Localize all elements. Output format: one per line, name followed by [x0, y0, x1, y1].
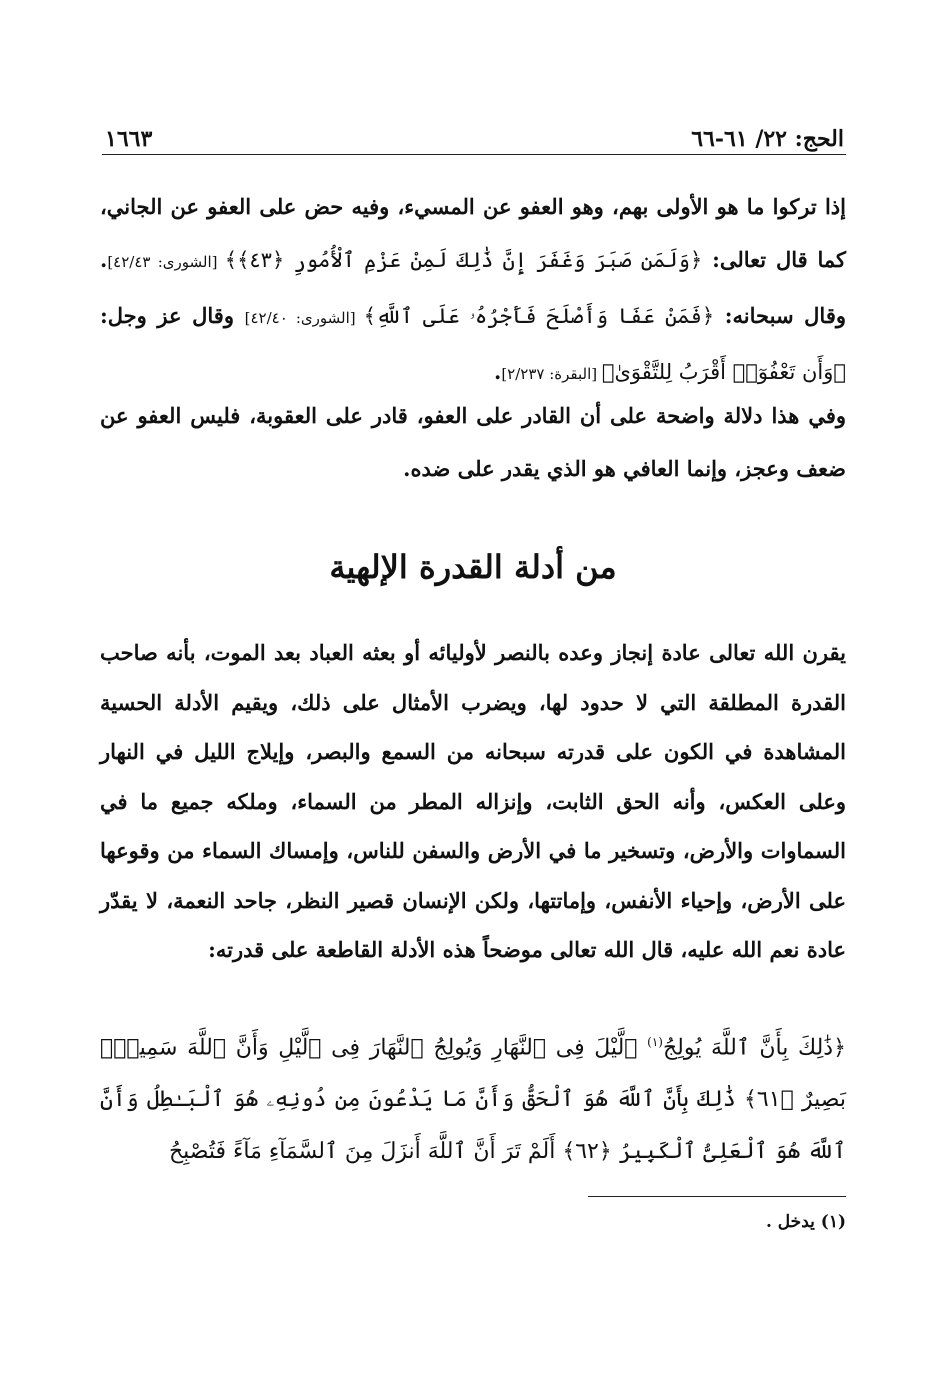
header-divider: [102, 154, 846, 155]
paragraph-forgiveness: [100, 180, 846, 401]
footnote-marker: (١): [647, 1035, 663, 1049]
text-segment: . وقال سبحانه:: [100, 247, 846, 328]
footnote-divider: [588, 1196, 846, 1197]
quran-text: ٱلَّيْلَ فِى ٱلنَّهَارِ وَيُولِجُ ٱلنَّهَارَ فِى ٱلَّيْلِ وَأَنَّ ٱللَّهَ سَمِيعٌۢ بَصِيرٌ ﴿٦١﴾ ذَٰلِكَ بِأَنَّ ٱللَّهَ هُوَ ٱلْحَقُّ وَأَنَّ مَا يَدْعُونَ مِن دُونِهِۦ هُوَ ٱلْبَـٰطِلُ وَأَنَّ ٱللَّهَ هُوَ ٱلْعَلِىُّ ٱلْكَبِيرُ ﴿٦٢﴾ أَلَمْ تَرَ أَنَّ ٱللَّهَ أَنزَلَ مِنَ ٱلسَّمَآءِ مَآءً فَتُصْبِحُ: [100, 1035, 846, 1165]
text-segment: وقال عز وجل:: [100, 303, 245, 328]
quran-verse: ﴿وَأَن تَعْفُوٓا۟ أَقْرَبُ لِلتَّقْوَىٰ﴾: [601, 360, 846, 384]
verse-reference: [الشورى: ٤٢/٤٠]: [244, 309, 364, 327]
quran-verse: ﴿فَمَنْ عَفَا وَأَصْلَحَ فَأَجْرُهُۥ عَلَى ٱللَّهِ﴾: [363, 304, 715, 328]
verse-reference: [الشورى: ٤٢/٤٣]: [107, 253, 225, 271]
quran-text: ﴿ذَٰلِكَ بِأَنَّ ٱللَّهَ يُولِجُ: [662, 1035, 846, 1061]
page-number: ١٦٦٣: [105, 126, 153, 152]
surah-reference: الحج: ٢٢/ ٦١-٦٦: [691, 126, 844, 152]
page-header: [105, 112, 844, 152]
paragraph-divine-power: يقرن الله تعالى عادة إنجاز وعده بالنصر لأوليائه أو بعثه العباد بعد الموت، بأنه صاحب القدرة المطلقة التي لا حدود لها، ويضرب الأمثال على ذلك، ويقيم الأدلة الحسية المشاهدة في الكون على قدرته سبحانه من السمع والبصر، وإيلاج الليل في النهار وعلى العكس، وأنه الحق الثابت، وإنزاله المطر من السماء، وملكه جميع ما في السماوات والأرض، وتسخير ما في الأرض والسفن للناس، وإمساك السماء من وقوعها على الأرض، وإحياء الأنفس، وإماتتها، ولكن الإنسان قصير النظر، جاحد النعمة، لا يقدّر عادة نعم الله عليه، قال الله تعالى موضحاً هذه الأدلة القاطعة على قدرته:: [100, 640, 846, 962]
text-segment: إذا تركوا ما هو الأولى بهم، وهو العفو عن المسيء، وفيه حض على العفو عن الجاني، كما قال تعالى:: [100, 194, 847, 272]
quran-passage: [100, 1016, 846, 1178]
text-segment: .: [494, 359, 502, 384]
footnote: (١) يدخل .: [765, 1212, 846, 1232]
paragraph-conclusion: وفي هذا دلالة واضحة على أن القادر على العفو، قادر على العقوبة، فليس العفو عن ضعف وعجز، وإنما العافي هو الذي يقدر على ضده.: [100, 403, 846, 481]
section-heading: من أدلة القدرة الإلهية: [329, 548, 617, 586]
verse-reference: [البقرة: ٢/٢٣٧]: [501, 365, 602, 383]
quran-verse: ﴿وَلَمَن صَبَرَ وَغَفَرَ إِنَّ ذَٰلِكَ لَمِنْ عَزْمِ ٱلْأُمُورِ ﴿٤٣﴾﴾: [224, 248, 703, 272]
